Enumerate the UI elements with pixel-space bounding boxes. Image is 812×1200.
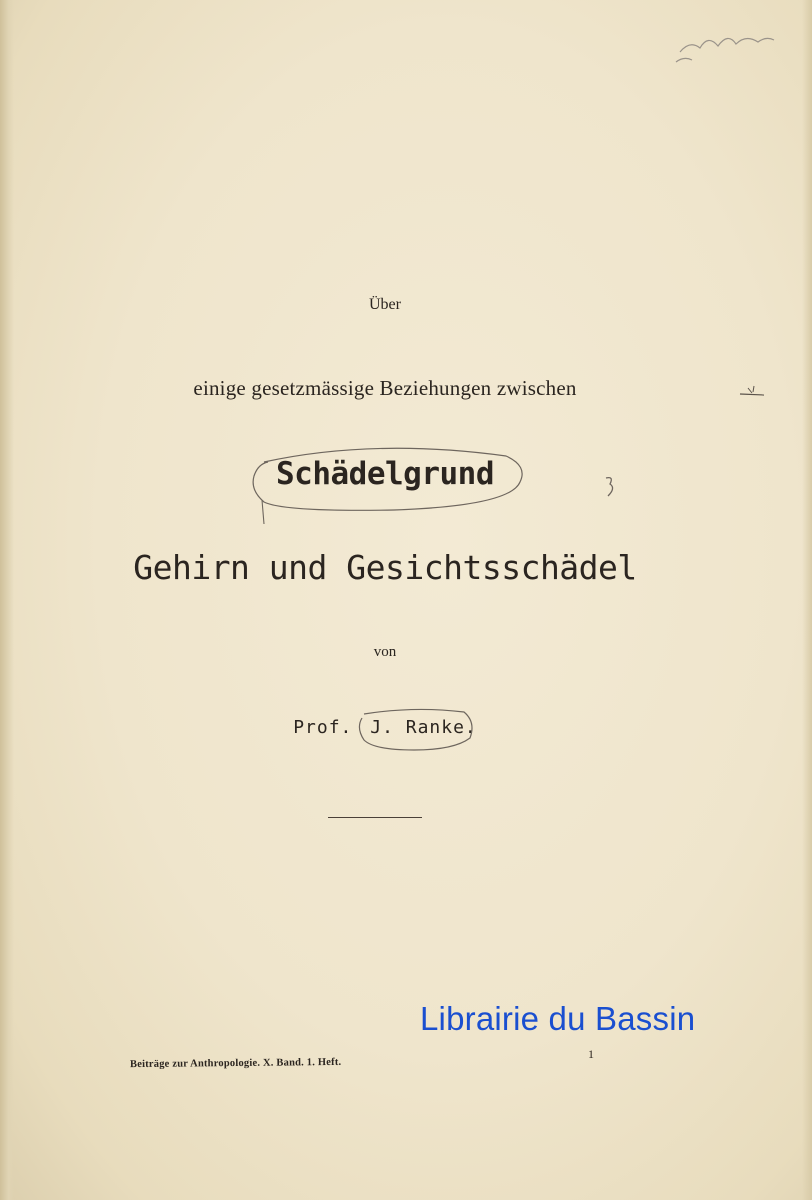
main-title: Gehirn und Gesichtsschädel [133, 548, 637, 587]
page-left-edge-shadow [0, 0, 14, 1200]
heading-word: Über [369, 296, 401, 313]
author-title: Prof. [293, 717, 353, 738]
page-number: 1 [588, 1047, 594, 1061]
keyword-title: Schädelgrund [276, 456, 494, 492]
author-name: J. Ranke. [370, 717, 477, 738]
page-right-edge-shadow [802, 0, 812, 1200]
author-line [0, 717, 770, 738]
watermark-text: Librairie du Bassin [420, 1000, 696, 1037]
pencil-scribble-top-right [670, 22, 780, 72]
footer-note: Beiträge zur Anthropologie. X. Band. 1. Heft. [129, 1056, 342, 1071]
by-word: von [373, 644, 397, 660]
divider-rule [328, 817, 422, 818]
subtitle: einige gesetzmässige Beziehungen zwischen [193, 376, 577, 400]
